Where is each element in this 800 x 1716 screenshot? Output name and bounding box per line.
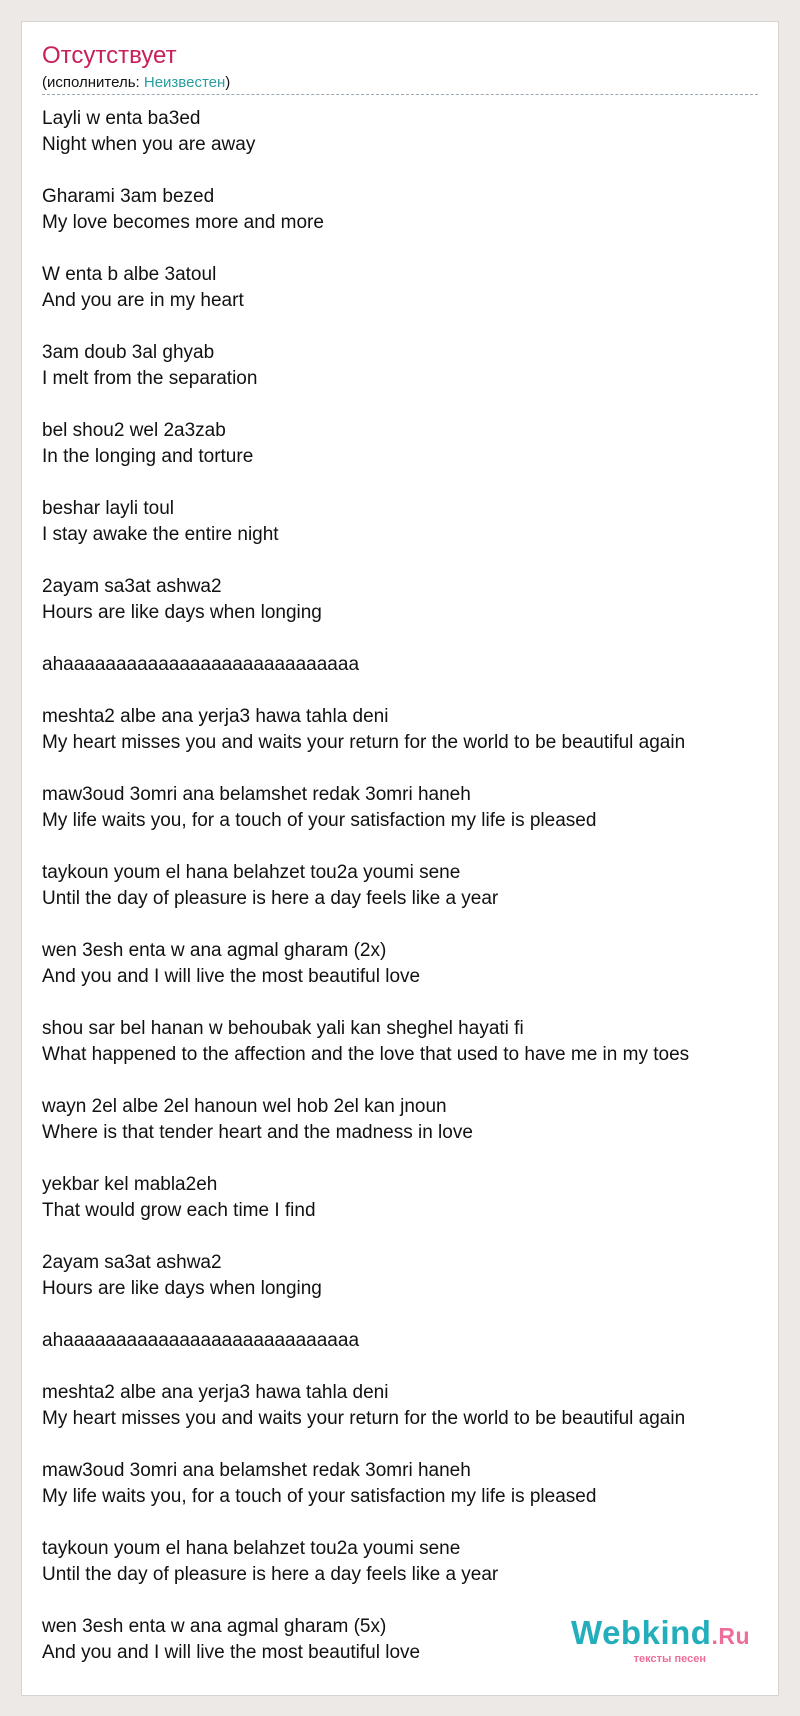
lyric-line: I melt from the separation xyxy=(42,368,258,389)
lyric-line: My life waits you, for a touch of your satisfaction my life is pleased xyxy=(42,1486,597,1507)
lyric-line: beshar layli toul xyxy=(42,498,175,519)
lyric-line: wayn 2el albe 2el hanoun wel hob 2el kan jnoun xyxy=(42,1096,447,1117)
lyric-line: maw3oud 3omri ana belamshet redak 3omri haneh xyxy=(42,784,471,805)
logo-tld: .Ru xyxy=(711,1623,750,1649)
lyric-stanza xyxy=(42,1172,762,1224)
lyric-stanza xyxy=(42,782,762,834)
lyric-stanza xyxy=(42,496,762,548)
logo-main-text: Webkind xyxy=(571,1614,712,1651)
lyric-stanza xyxy=(42,1016,762,1068)
lyric-line: That would grow each time I find xyxy=(42,1200,316,1221)
lyric-line: ahaaaaaaaaaaaaaaaaaaaaaaaaaaaa xyxy=(42,1330,360,1351)
logo-tagline: тексты песен xyxy=(633,1653,706,1665)
lyric-line: ahaaaaaaaaaaaaaaaaaaaaaaaaaaaa xyxy=(42,654,360,675)
lyric-line: shou sar bel hanan w behoubak yali kan sheghel hayati fi xyxy=(42,1018,524,1039)
lyric-line: Night when you are away xyxy=(42,134,256,155)
lyric-stanza xyxy=(42,1458,762,1510)
song-title: Отсутствует xyxy=(42,42,177,69)
lyric-stanza xyxy=(42,652,762,678)
lyric-line: My heart misses you and waits your return for the world to be beautiful again xyxy=(42,1408,686,1429)
lyric-line: meshta2 albe ana yerja3 hawa tahla deni xyxy=(42,706,389,727)
lyric-line: My love becomes more and more xyxy=(42,212,324,233)
lyric-stanza xyxy=(42,1250,762,1302)
lyric-line: 2ayam sa3at ashwa2 xyxy=(42,1252,222,1273)
lyrics-body xyxy=(42,106,762,1666)
title-divider xyxy=(42,94,758,95)
site-logo[interactable] xyxy=(571,1616,750,1665)
lyric-stanza xyxy=(42,704,762,756)
lyric-line: I stay awake the entire night xyxy=(42,524,279,545)
lyric-line: In the longing and torture xyxy=(42,446,254,467)
lyric-line: bel shou2 wel 2a3zab xyxy=(42,420,226,441)
lyric-stanza xyxy=(42,184,762,236)
lyric-line: yekbar kel mabla2eh xyxy=(42,1174,218,1195)
lyric-line: My heart misses you and waits your return for the world to be beautiful again xyxy=(42,732,686,753)
lyric-line: Gharami 3am bezed xyxy=(42,186,215,207)
lyric-line: meshta2 albe ana yerja3 hawa tahla deni xyxy=(42,1382,389,1403)
lyric-line: 3am doub 3al ghyab xyxy=(42,342,215,363)
lyric-line: And you and I will live the most beautiful love xyxy=(42,1642,421,1663)
lyric-line: Until the day of pleasure is here a day feels like a year xyxy=(42,1564,499,1585)
lyric-line: wen 3esh enta w ana agmal gharam (5x) xyxy=(42,1616,387,1637)
logo-wordmark xyxy=(571,1616,750,1653)
lyric-line: Where is that tender heart and the madness in love xyxy=(42,1122,473,1143)
lyric-line: maw3oud 3omri ana belamshet redak 3omri haneh xyxy=(42,1460,471,1481)
lyric-line: Until the day of pleasure is here a day feels like a year xyxy=(42,888,499,909)
artist-prefix: (исполнитель: xyxy=(42,74,144,91)
lyrics-card xyxy=(21,21,779,1696)
lyric-line: And you and I will live the most beautiful love xyxy=(42,966,421,987)
lyric-stanza xyxy=(42,262,762,314)
lyric-stanza xyxy=(42,106,762,158)
lyric-line: Layli w enta ba3ed xyxy=(42,108,201,129)
lyric-line: Hours are like days when longing xyxy=(42,1278,322,1299)
lyric-line: And you are in my heart xyxy=(42,290,244,311)
lyric-line: My life waits you, for a touch of your satisfaction my life is pleased xyxy=(42,810,597,831)
lyric-line: taykoun youm el hana belahzet tou2a youmi sene xyxy=(42,1538,461,1559)
artist-suffix: ) xyxy=(225,74,231,91)
artist-link[interactable]: Неизвестен xyxy=(143,74,226,91)
artist-line xyxy=(42,74,230,92)
lyric-stanza xyxy=(42,1380,762,1432)
lyric-line: wen 3esh enta w ana agmal gharam (2x) xyxy=(42,940,387,961)
lyric-line: W enta b albe 3atoul xyxy=(42,264,217,285)
lyric-line: Hours are like days when longing xyxy=(42,602,322,623)
lyric-stanza xyxy=(42,1536,762,1588)
lyric-stanza xyxy=(42,938,762,990)
lyric-stanza xyxy=(42,1328,762,1354)
lyric-stanza xyxy=(42,340,762,392)
lyric-line: What happened to the affection and the love that used to have me in my toes xyxy=(42,1044,690,1065)
lyric-line: taykoun youm el hana belahzet tou2a youmi sene xyxy=(42,862,461,883)
lyric-line: 2ayam sa3at ashwa2 xyxy=(42,576,222,597)
lyric-stanza xyxy=(42,574,762,626)
lyric-stanza xyxy=(42,418,762,470)
lyric-stanza xyxy=(42,1094,762,1146)
lyric-stanza xyxy=(42,860,762,912)
